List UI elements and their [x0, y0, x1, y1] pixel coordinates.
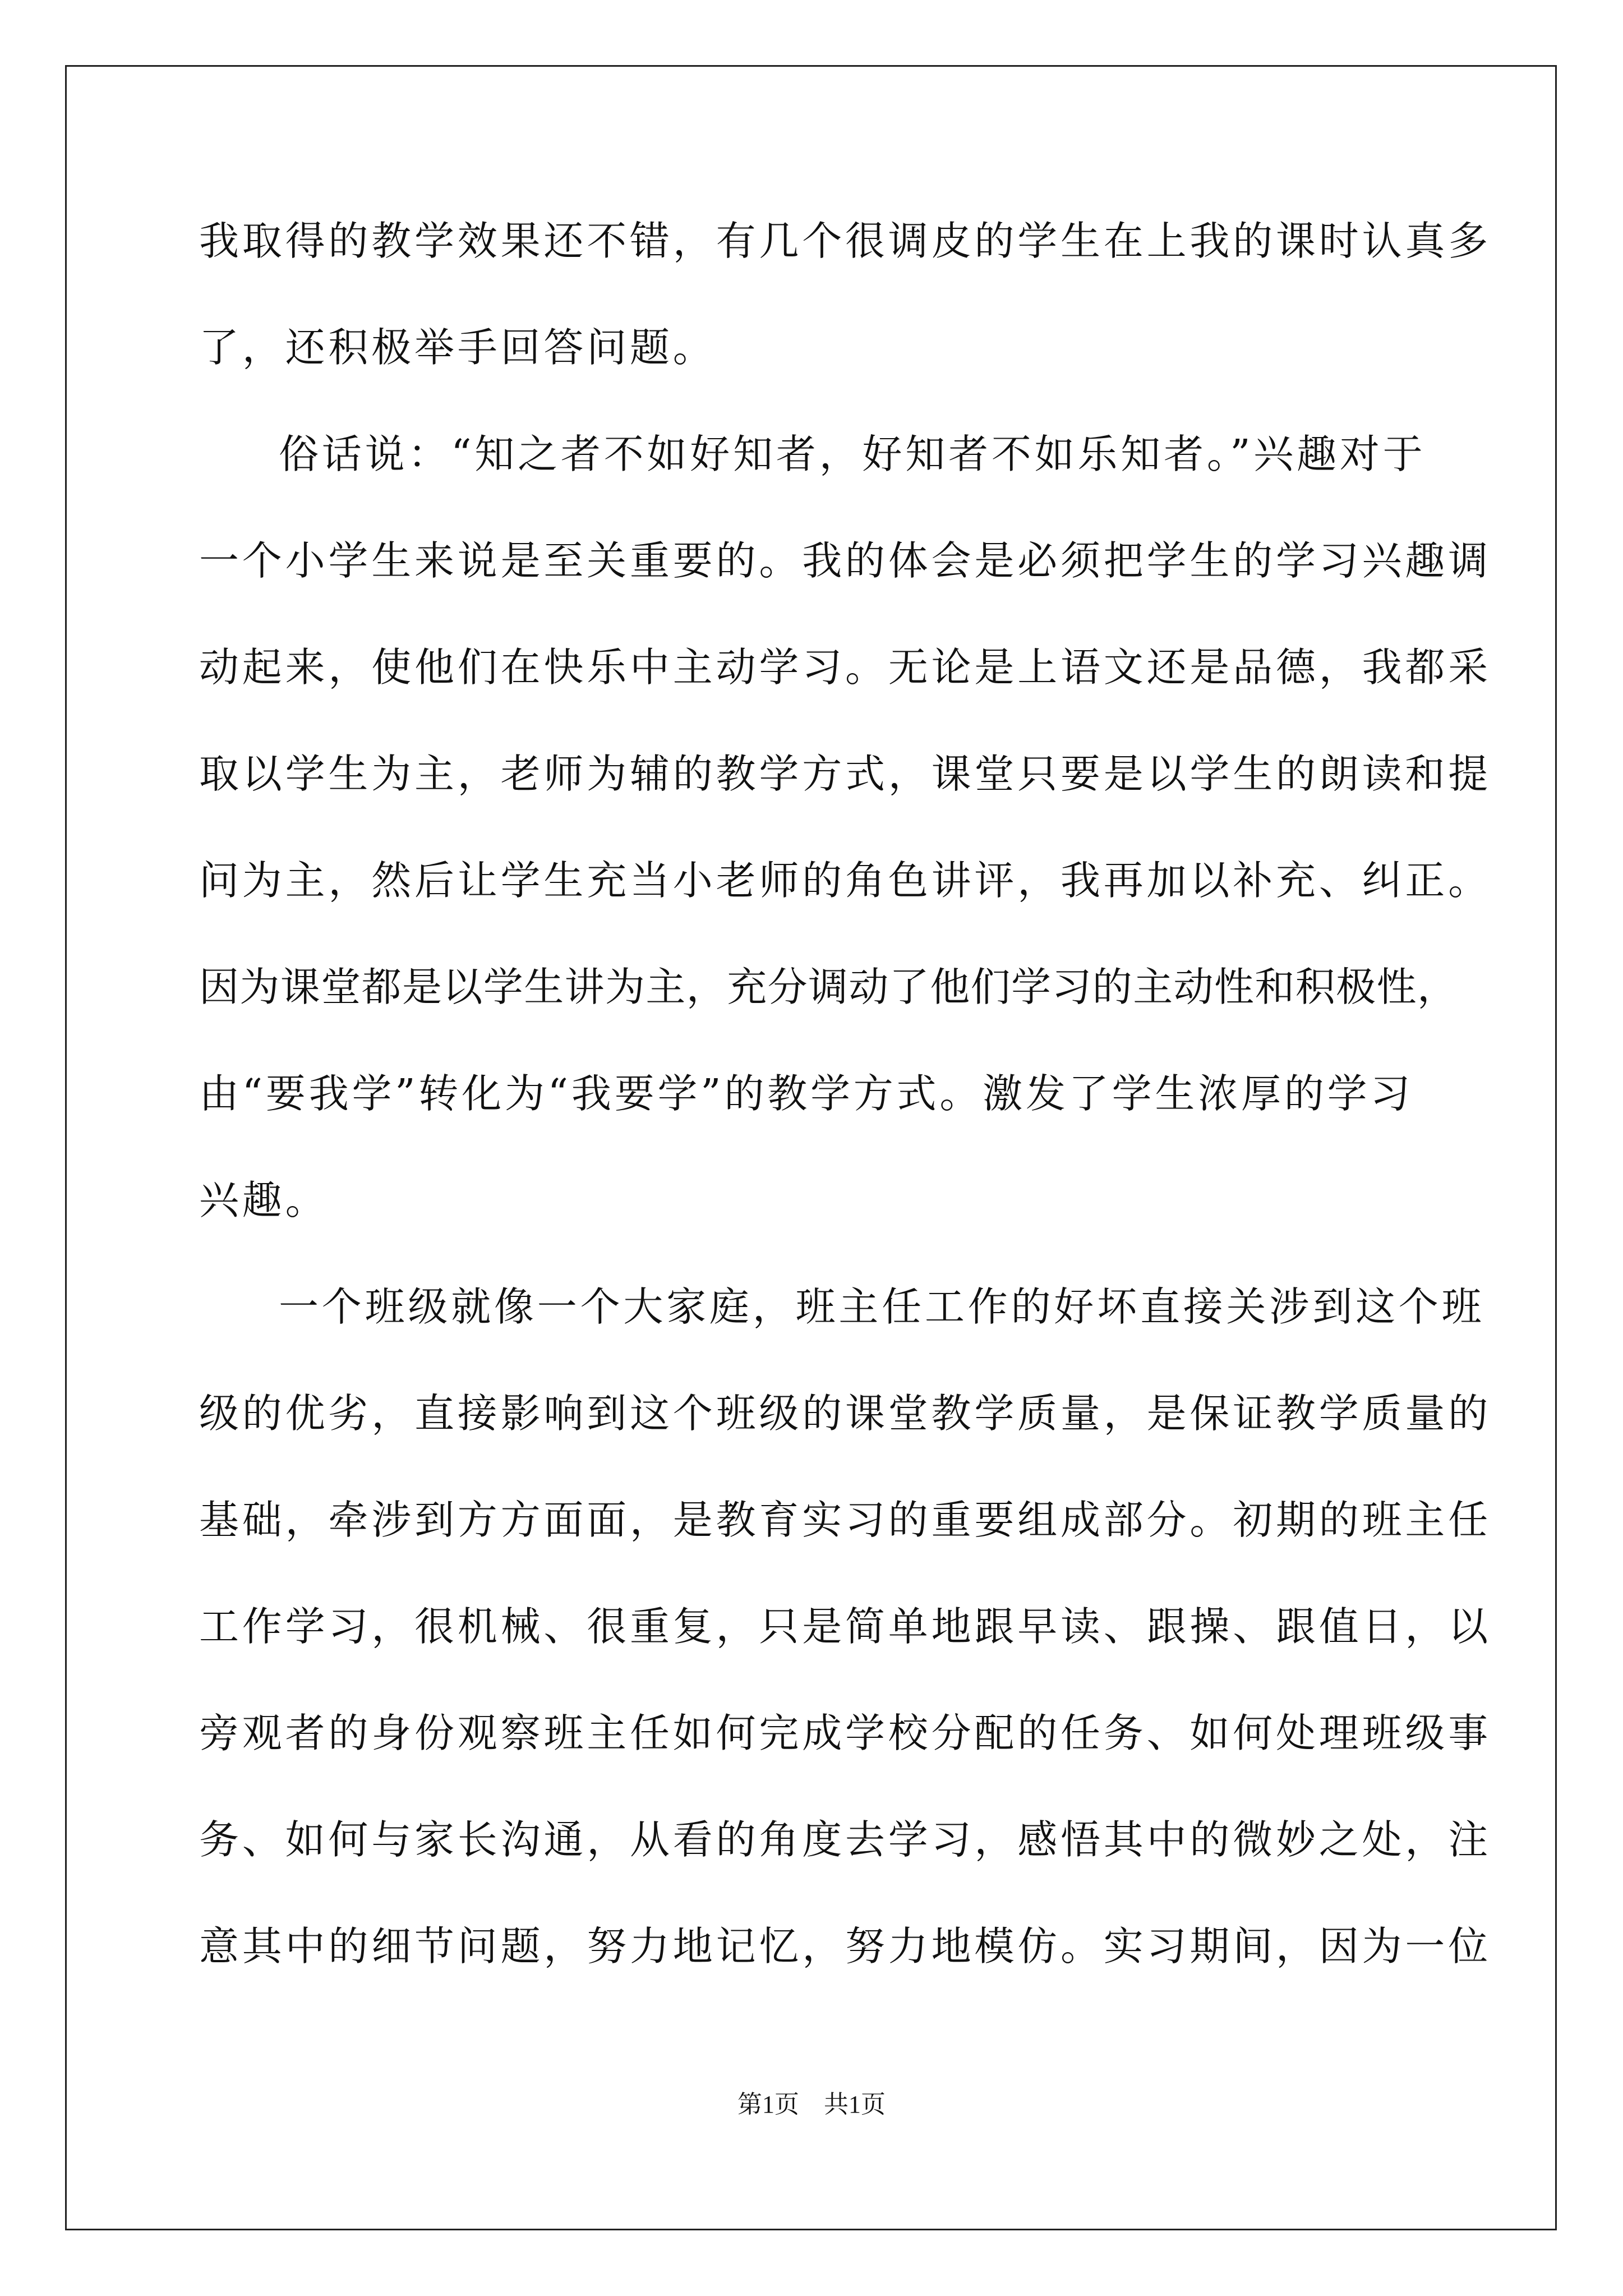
text-line: 级的优劣，直接影响到这个班级的课堂教学质量，是保证教学质量的: [199, 1390, 1492, 1437]
text-line: 问为主，然后让学生充当小老师的角色讲评，我再加以补充、纠正。: [199, 857, 1492, 904]
text-line: 了，还积极举手回答问题。: [199, 324, 716, 371]
text-line: 动起来，使他们在快乐中主动学习。无论是上语文还是品德，我都采: [199, 644, 1492, 691]
text-line: 因为课堂都是以学生讲为主，充分调动了他们学习的主动性和积极性，: [199, 964, 1458, 1010]
text-line: 一个小学生来说是至关重要的。我的体会是必须把学生的学习兴趣调: [199, 537, 1492, 584]
text-line: 取以学生为主，老师为辅的教学方式，课堂只要是以学生的朗读和提: [199, 751, 1492, 797]
page-border: [65, 65, 1557, 2230]
text-line: 基础，牵涉到方方面面，是教育实习的重要组成部分。初期的班主任: [199, 1497, 1492, 1543]
paragraph-start-line: 俗话说：“知之者不如好知者，好知者不如乐知者。”兴趣对于: [279, 431, 1426, 477]
text-line: 由“要我学”转化为“我要学”的教学方式。激发了学生浓厚的学习: [199, 1070, 1414, 1117]
paragraph-start-line: 一个班级就像一个大家庭，班主任工作的好坏直接关涉到这个班: [279, 1283, 1485, 1330]
text-line: 旁观者的身份观察班主任如何完成学校分配的任务、如何处理班级事: [199, 1710, 1492, 1756]
text-line: 兴趣。: [199, 1177, 329, 1223]
text-line: 意其中的细节问题，努力地记忆，努力地模仿。实习期间，因为一位: [199, 1923, 1492, 1970]
page-number-footer: 第1页 共1页: [737, 2091, 886, 2118]
text-line: 我取得的教学效果还不错，有几个很调皮的学生在上我的课时认真多: [199, 218, 1492, 264]
text-line: 工作学习，很机械、很重复，只是简单地跟早读、跟操、跟值日，以: [199, 1603, 1492, 1650]
text-line: 务、如何与家长沟通，从看的角度去学习，感悟其中的微妙之处，注: [199, 1816, 1492, 1863]
